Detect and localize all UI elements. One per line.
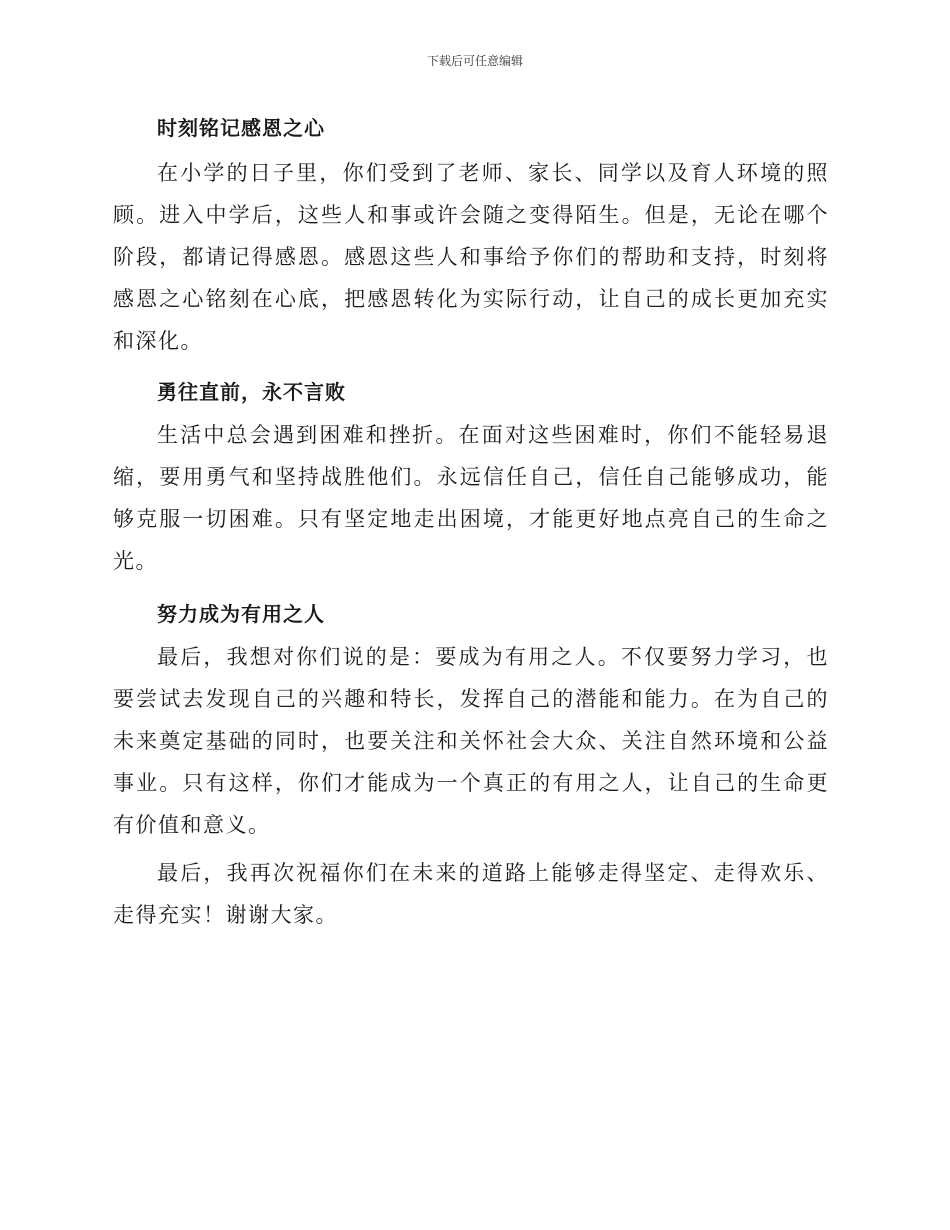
section-paragraph: 生活中总会遇到困难和挫折。在面对这些困难时，你们不能轻易退缩，要用勇气和坚持战胜他们。永远信任自己，信任自己能够成功，能够克服一切困难。只有坚定地走出困境，才能更好地点亮自己的生命之光。 [113, 423, 829, 573]
section-paragraph: 在小学的日子里，你们受到了老师、家长、同学以及育人环境的照顾。进入中学后，这些人和事或许会随之变得陌生。但是，无论在哪个阶段，都请记得感恩。感恩这些人和事给予你们的帮助和支持，时刻将感恩之心铭刻在心底，把感恩转化为实际行动，让自己的成长更加充实和深化。 [113, 161, 829, 353]
section-paragraph: 最后，我想对你们说的是：要成为有用之人。不仅要努力学习，也要尝试去发现自己的兴趣和特长，发挥自己的潜能和能力。在为自己的未来奠定基础的同时，也要关注和关怀社会大众、关注自然环境和公益事业。只有这样，你们才能成为一个真正的有用之人，让自己的生命更有价值和意义。 [113, 645, 829, 837]
section-heading: 勇往直前，永不言败 [157, 380, 346, 404]
closing-paragraph: 最后，我再次祝福你们在未来的道路上能够走得坚定、走得欢乐、走得充实！谢谢大家。 [113, 861, 829, 927]
section-heading: 努力成为有用之人 [157, 602, 325, 626]
section-heading: 时刻铭记感恩之心 [157, 116, 325, 140]
document-body [113, 108, 829, 942]
page-header: 下载后可任意编辑 [426, 54, 523, 68]
